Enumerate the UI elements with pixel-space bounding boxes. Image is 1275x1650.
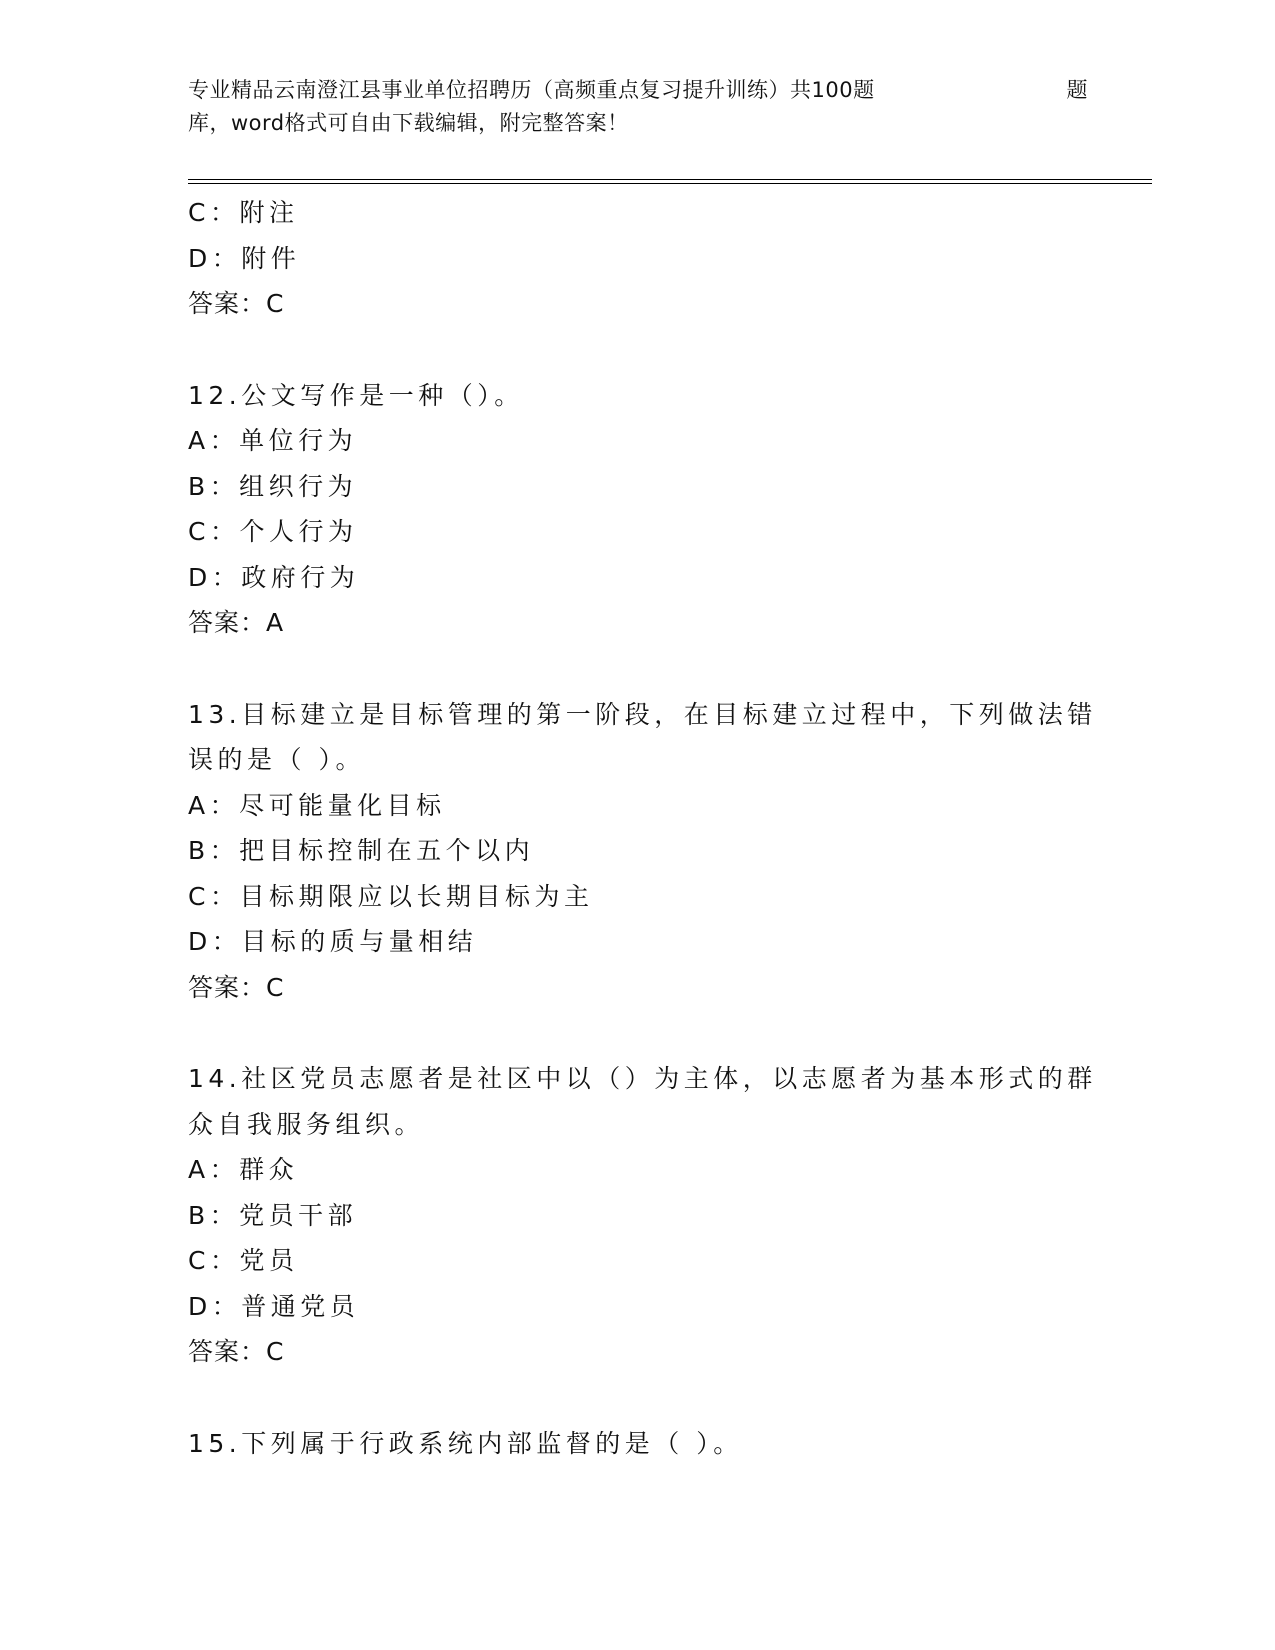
option: B：党员干部 — [188, 1200, 358, 1230]
option: C：附注 — [188, 198, 299, 227]
header-line-1 — [188, 74, 1088, 107]
question-stem: 15.下列属于行政系统内部监督的是（ ）。 — [188, 1428, 743, 1458]
option: D：目标的质与量相结 — [188, 927, 478, 956]
option: B：组织行为 — [188, 471, 358, 501]
question-15 — [188, 1421, 1088, 1467]
option: C：个人行为 — [188, 517, 358, 546]
option: A：尽可能量化目标 — [188, 790, 446, 820]
answer: 答案：C — [188, 289, 285, 318]
header-title: 专业精品云南澄江县事业单位招聘历（高频重点复习提升训练）共100题 — [188, 78, 875, 102]
header-rule-bottom — [188, 183, 1152, 184]
question-stem: 误的是（ ）。 — [188, 745, 365, 774]
option: A：群众 — [188, 1155, 299, 1184]
header-title-tail: 题 — [1066, 78, 1088, 102]
option: D：普通党员 — [188, 1291, 360, 1321]
carryover-block — [188, 190, 1088, 327]
question-13 — [188, 692, 1097, 1011]
answer: 答案：C — [188, 1337, 285, 1366]
question-body — [188, 190, 1097, 1466]
header-line-2: 库，word格式可自由下载编辑，附完整答案！ — [188, 111, 629, 135]
question-stem: 13.目标建立是目标管理的第一阶段，在目标建立过程中，下列做法错 — [188, 699, 1097, 729]
answer: 答案：C — [188, 972, 285, 1002]
option: B：把目标控制在五个以内 — [188, 836, 535, 865]
question-stem: 众自我服务组织。 — [188, 1109, 425, 1139]
question-14 — [188, 1056, 1097, 1375]
page-header — [188, 74, 1088, 140]
question-12 — [188, 373, 1088, 646]
question-stem: 12.公文写作是一种（）。 — [188, 380, 524, 410]
option: A：单位行为 — [188, 426, 358, 455]
option: C：目标期限应以长期目标为主 — [188, 881, 594, 911]
option: D：政府行为 — [188, 562, 360, 592]
option: C：党员 — [188, 1246, 299, 1275]
answer: 答案：A — [188, 608, 285, 637]
question-stem: 14.社区党员志愿者是社区中以（）为主体，以志愿者为基本形式的群 — [188, 1064, 1097, 1093]
option: D：附件 — [188, 243, 301, 273]
header-rule-top — [188, 179, 1152, 180]
